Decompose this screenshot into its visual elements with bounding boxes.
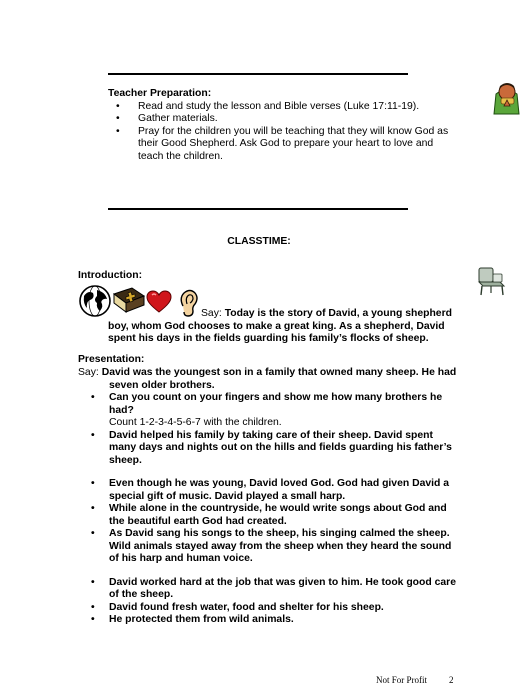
list-item: • David helped his family by taking care of their sheep. David spent many days and nights out on the hills and fields guarding his father’s sheep. — [81, 430, 461, 468]
introduction-say-paragraph — [108, 308, 460, 346]
list-item: • Even though he was young, David loved God. God had given David a special gift of music. David played a small harp. — [81, 478, 461, 503]
list-item: • As David sang his songs to the sheep, his singing calmed the sheep. Wild animals stayed away from the sheep when they heard the sound of his harp and human voice. — [81, 528, 461, 566]
chair-icon — [476, 266, 506, 296]
middle-divider — [108, 208, 408, 210]
list-item: • Gather materials. — [108, 113, 453, 126]
teacher-preparation-list — [108, 101, 453, 164]
introduction-heading: Introduction: — [78, 270, 143, 281]
footer-label: Not For Profit — [376, 675, 428, 685]
presentation-heading: Presentation: — [78, 354, 145, 365]
classtime-heading: CLASSTIME: — [227, 236, 291, 247]
list-item: • David found fresh water, food and shelter for his sheep. — [81, 602, 461, 615]
teacher-preparation-heading: Teacher Preparation: — [108, 88, 212, 99]
teacher-preparation-section — [108, 88, 453, 163]
list-item: • He protected them from wild animals. — [81, 614, 461, 627]
list-item — [81, 392, 461, 430]
presentation-say-text: David was the youngest son in a family that owned many sheep. He had seven older brothers. — [101, 367, 457, 391]
top-divider — [108, 73, 408, 75]
introduction-say-text: Today is the story of David, a young shepherd boy, whom God chooses to make a great king. As a shepherd, David spent his days in the fields guarding his family’s flocks of sheep. — [108, 308, 452, 344]
list-item-text: Can you count on your fingers and show me how many brothers he had? — [109, 392, 443, 416]
presentation-section — [78, 367, 461, 627]
say-label: Say: — [201, 308, 222, 319]
list-item: • While alone in the countryside, he would write songs about God and the beautiful earth God had created. — [81, 503, 461, 528]
list-item: • Read and study the lesson and Bible verses (Luke 17:11-19). — [108, 101, 453, 114]
praying-child-icon — [490, 80, 522, 116]
say-label: Say: — [78, 367, 99, 378]
page-number: 2 — [449, 675, 454, 685]
presentation-say-paragraph — [78, 367, 461, 392]
list-item: • Pray for the children you will be teaching that they will know God as their Good Shepherd. Ask God to prepare your heart to love and teach the children. — [108, 126, 453, 164]
list-item-subtext: Count 1-2-3-4-5-6-7 with the children. — [109, 417, 282, 428]
globe-icon — [78, 284, 112, 318]
list-item: • David worked hard at the job that was given to him. He took good care of the sheep. — [81, 577, 461, 602]
presentation-list — [81, 392, 461, 627]
